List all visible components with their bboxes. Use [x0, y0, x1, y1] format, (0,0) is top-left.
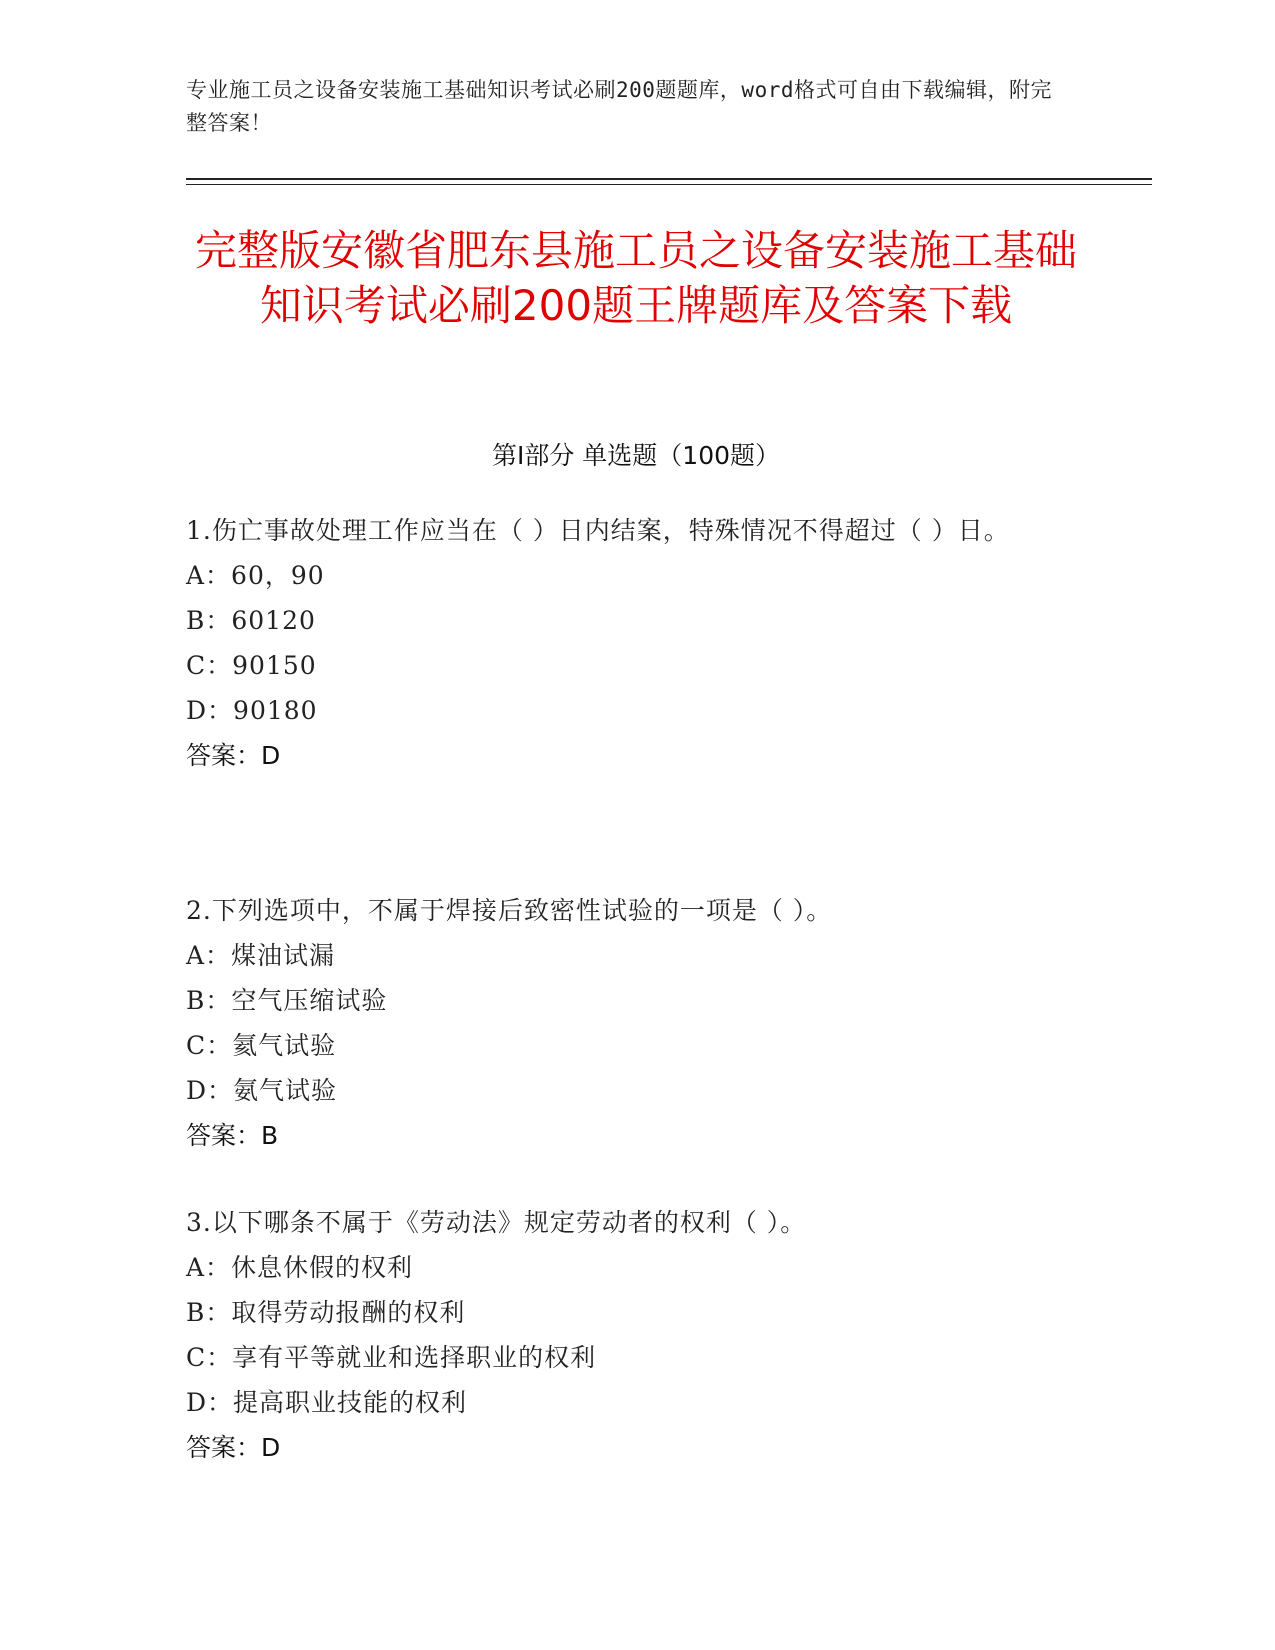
header-note: 专业施工员之设备安装施工基础知识考试必刷200题题库，word格式可自由下载编辑，附完整答案！ — [186, 78, 1052, 135]
header-divider-thick — [186, 178, 1152, 180]
option-c: C：90150 — [186, 651, 317, 680]
answer: 答案：B — [186, 1121, 279, 1150]
question-stem: 2.下列选项中，不属于焊接后致密性试验的一项是（ ）。 — [186, 896, 833, 925]
option-b: B：60120 — [186, 606, 316, 635]
option-a: A：60，90 — [186, 561, 325, 590]
answer: 答案：D — [186, 1433, 281, 1462]
answer: 答案：D — [186, 741, 281, 770]
option-d: D：氨气试验 — [186, 1076, 338, 1105]
question-2 — [186, 888, 1066, 1158]
section-heading: 第I部分 单选题（100题） — [491, 441, 781, 470]
question-1 — [186, 508, 1066, 778]
option-b: B：空气压缩试验 — [186, 986, 388, 1015]
question-stem: 1.伤亡事故处理工作应当在（ ）日内结案，特殊情况不得超过（ ）日。 — [186, 516, 1010, 545]
option-c: C：享有平等就业和选择职业的权利 — [186, 1343, 597, 1372]
option-b: B：取得劳动报酬的权利 — [186, 1298, 466, 1327]
option-d: D：提高职业技能的权利 — [186, 1388, 468, 1417]
question-stem: 3.以下哪条不属于《劳动法》规定劳动者的权利（ ）。 — [186, 1208, 807, 1237]
question-3 — [186, 1200, 1066, 1470]
header-divider-thin — [186, 184, 1152, 185]
option-c: C：氦气试验 — [186, 1031, 337, 1060]
option-d: D：90180 — [186, 696, 318, 725]
option-a: A：煤油试漏 — [186, 941, 336, 970]
option-a: A：休息休假的权利 — [186, 1253, 414, 1282]
document-title: 完整版安徽省肥东县施工员之设备安装施工基础知识考试必刷200题王牌题库及答案下载 — [194, 226, 1077, 330]
